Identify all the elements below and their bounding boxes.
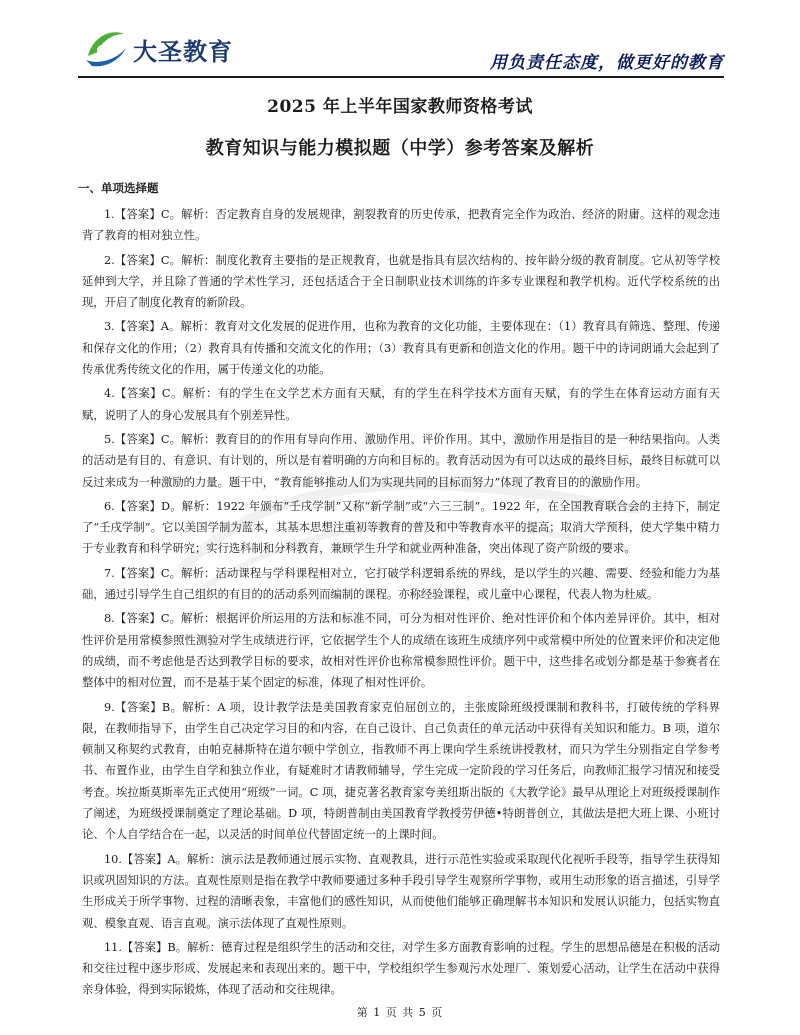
- page-header: [78, 22, 724, 74]
- page-number: 第 1 页 共 5 页: [356, 1006, 444, 1019]
- answer-item-2: 2.【答案】C。解析：制度化教育主要指的是正规教育，也就是指具有层次结构的、按年龄分级的教育制度。它从初等学校延伸到大学，并且除了普通的学术性学习，还包括适合于全日制职业技术训练的许多专业课程和教学机构。近代学校系统的出现，开启了制度化教育的新阶段。: [82, 253, 720, 310]
- answer-item-4: 4.【答案】C。解析：有的学生在文学艺术方面有天赋，有的学生在科学技术方面有天赋，有的学生在体育运动方面有天赋，说明了人的身心发展具有个别差异性。: [82, 387, 720, 422]
- answer-item-5: 5.【答案】C。解析：教育目的的作用有导向作用、激励作用、评价作用。其中，激励作用是指目的是一种结果指向。人类的活动是有目的、有意识、有计划的，所以是有着明确的方向和目标的。教育活动因为有可以达成的最终目标，最终目标就可以反过来成为一种激励的力量。题干中，“教育能够推动人们为实现共同的目标而努力”体现了教育目的的激励作用。: [82, 432, 720, 489]
- answer-item-10: 10.【答案】A。解析：演示法是教师通过展示实物、直观教具，进行示范性实验或采取现代化视听手段等，指导学生获得知识或巩固知识的方法。直观性原则是指在教学中教师要通过多种手段引导学生观察所学事物，或用生动形象的语言描述，引导学生形成关于所学事物、过程的清晰表象，丰富他们的感性知识，从而使他们能够正确理解书本知识和发展认识能力，包括实物直观、模象直观、语言直观。演示法体现了直观性原则。: [82, 852, 720, 930]
- answer-item-8: 8.【答案】C。解析：根据评价所运用的方法和标准不同，可分为相对性评价、绝对性评价和个体内差异评价。其中，相对性评价是用常模参照性测验对学生成绩进行评，它依据学生个人的成绩在该班生成绩序列中或常模中所处的位置来评价和决定他的成绩，而不考虑他是否达到教学目标的要求，故相对性评价也称常模参照性评价。题干中，这些排名或划分都是基于参赛者在整体中的相对位置，而不是基于某个固定的标准，体现了相对性评价。: [82, 612, 720, 690]
- brand-name: 大圣教育: [133, 38, 233, 66]
- answer-list: [82, 204, 720, 1004]
- document-title: 2025 年上半年国家教师资格考试: [267, 97, 533, 117]
- section-heading: 一、单项选择题: [78, 181, 159, 195]
- header-divider: [78, 76, 724, 78]
- answer-item-3: 3.【答案】A。解析：教育对文化发展的促进作用，也称为教育的文化功能，主要体现在：（1）教育具有筛选、整理、传递和保存文化的作用；（2）教育具有传播和交流文化的作用；（3）教育具有更新和创造文化的作用。题干中的诗词朗诵大会起到了传承优秀传统文化的作用，属于传递文化的功能。: [82, 320, 720, 377]
- answer-item-9: 9.【答案】B。解析：A 项，设计教学法是美国教育家克伯屈创立的，主张废除班级授课制和教科书，打破传统的学科界限，在教师指导下，由学生自己决定学习目的和内容，在自己设计、自己负责任的单元活动中获得有关知识和能力。B 项，道尔顿制又称契约式教育，由帕克赫斯特在道尔顿中学创立，指教师不再上课向学生系统讲授教材，而只为学生分别指定自学参考书、布置作业，由学生自学和独立作业，有疑难时才请教师辅导，学生完成一定阶段的学习任务后，向教师汇报学习情况和接受考查。埃拉斯莫斯率先正式使用“班级”一词。C 项，捷克著名教育家夸美纽斯出版的《大教学论》最早从理论上对班级授课制作了阐述，为班级授课制奠定了理论基础。D 项，特朗普制由美国教育学教授劳伊德•特朗普创立，其做法是把大班上课、小班讨论、个人自学结合在一起，以灵活的时间单位代替固定统一的上课时间。: [82, 700, 720, 842]
- document-subtitle: 教育知识与能力模拟题（中学）参考答案及解析: [205, 138, 595, 159]
- header-slogan: 用负责任态度，做更好的教育: [490, 53, 724, 73]
- answer-item-6: 6.【答案】D。解析：1922 年颁布“壬戌学制”又称“新学制”或“六三三制”。1922 年，在全国教育联合会的主持下，制定了“壬戌学制”。它以美国学制为蓝本，其基本思想注重初等教育的普及和中等教育水平的提高；取消大学预科，使大学集中精力于专业教育和科学研究；实行选科制和分科教育，兼顾学生升学和就业两种准备，突出体现了资产阶级的要求。: [82, 499, 720, 556]
- answer-item-11: 11.【答案】B。解析：德育过程是组织学生的活动和交往，对学生多方面教育影响的过程。学生的思想品德是在积极的活动和交往过程中逐步形成、发展起来和表现出来的。题干中，学校组织学生参观污水处理厂、策划爱心活动，让学生在活动中获得亲身体验，得到实际锻炼，体现了活动和交往规律。: [82, 940, 720, 997]
- answer-item-1: 1.【答案】C。解析：否定教育自身的发展规律，割裂教育的历史传承，把教育完全作为政治、经济的附庸。这样的观念违背了教育的相对独立性。: [82, 208, 720, 243]
- answer-item-7: 7.【答案】C。解析：活动课程与学科课程相对立，它打破学科逻辑系统的界线，是以学生的兴趣、需要、经验和能力为基础，通过引导学生自己组织的有目的的活动系列而编制的课程。亦称经验课程，或儿童中心课程，代表人物为杜威。: [82, 566, 720, 602]
- brand-logo-icon: [84, 26, 128, 70]
